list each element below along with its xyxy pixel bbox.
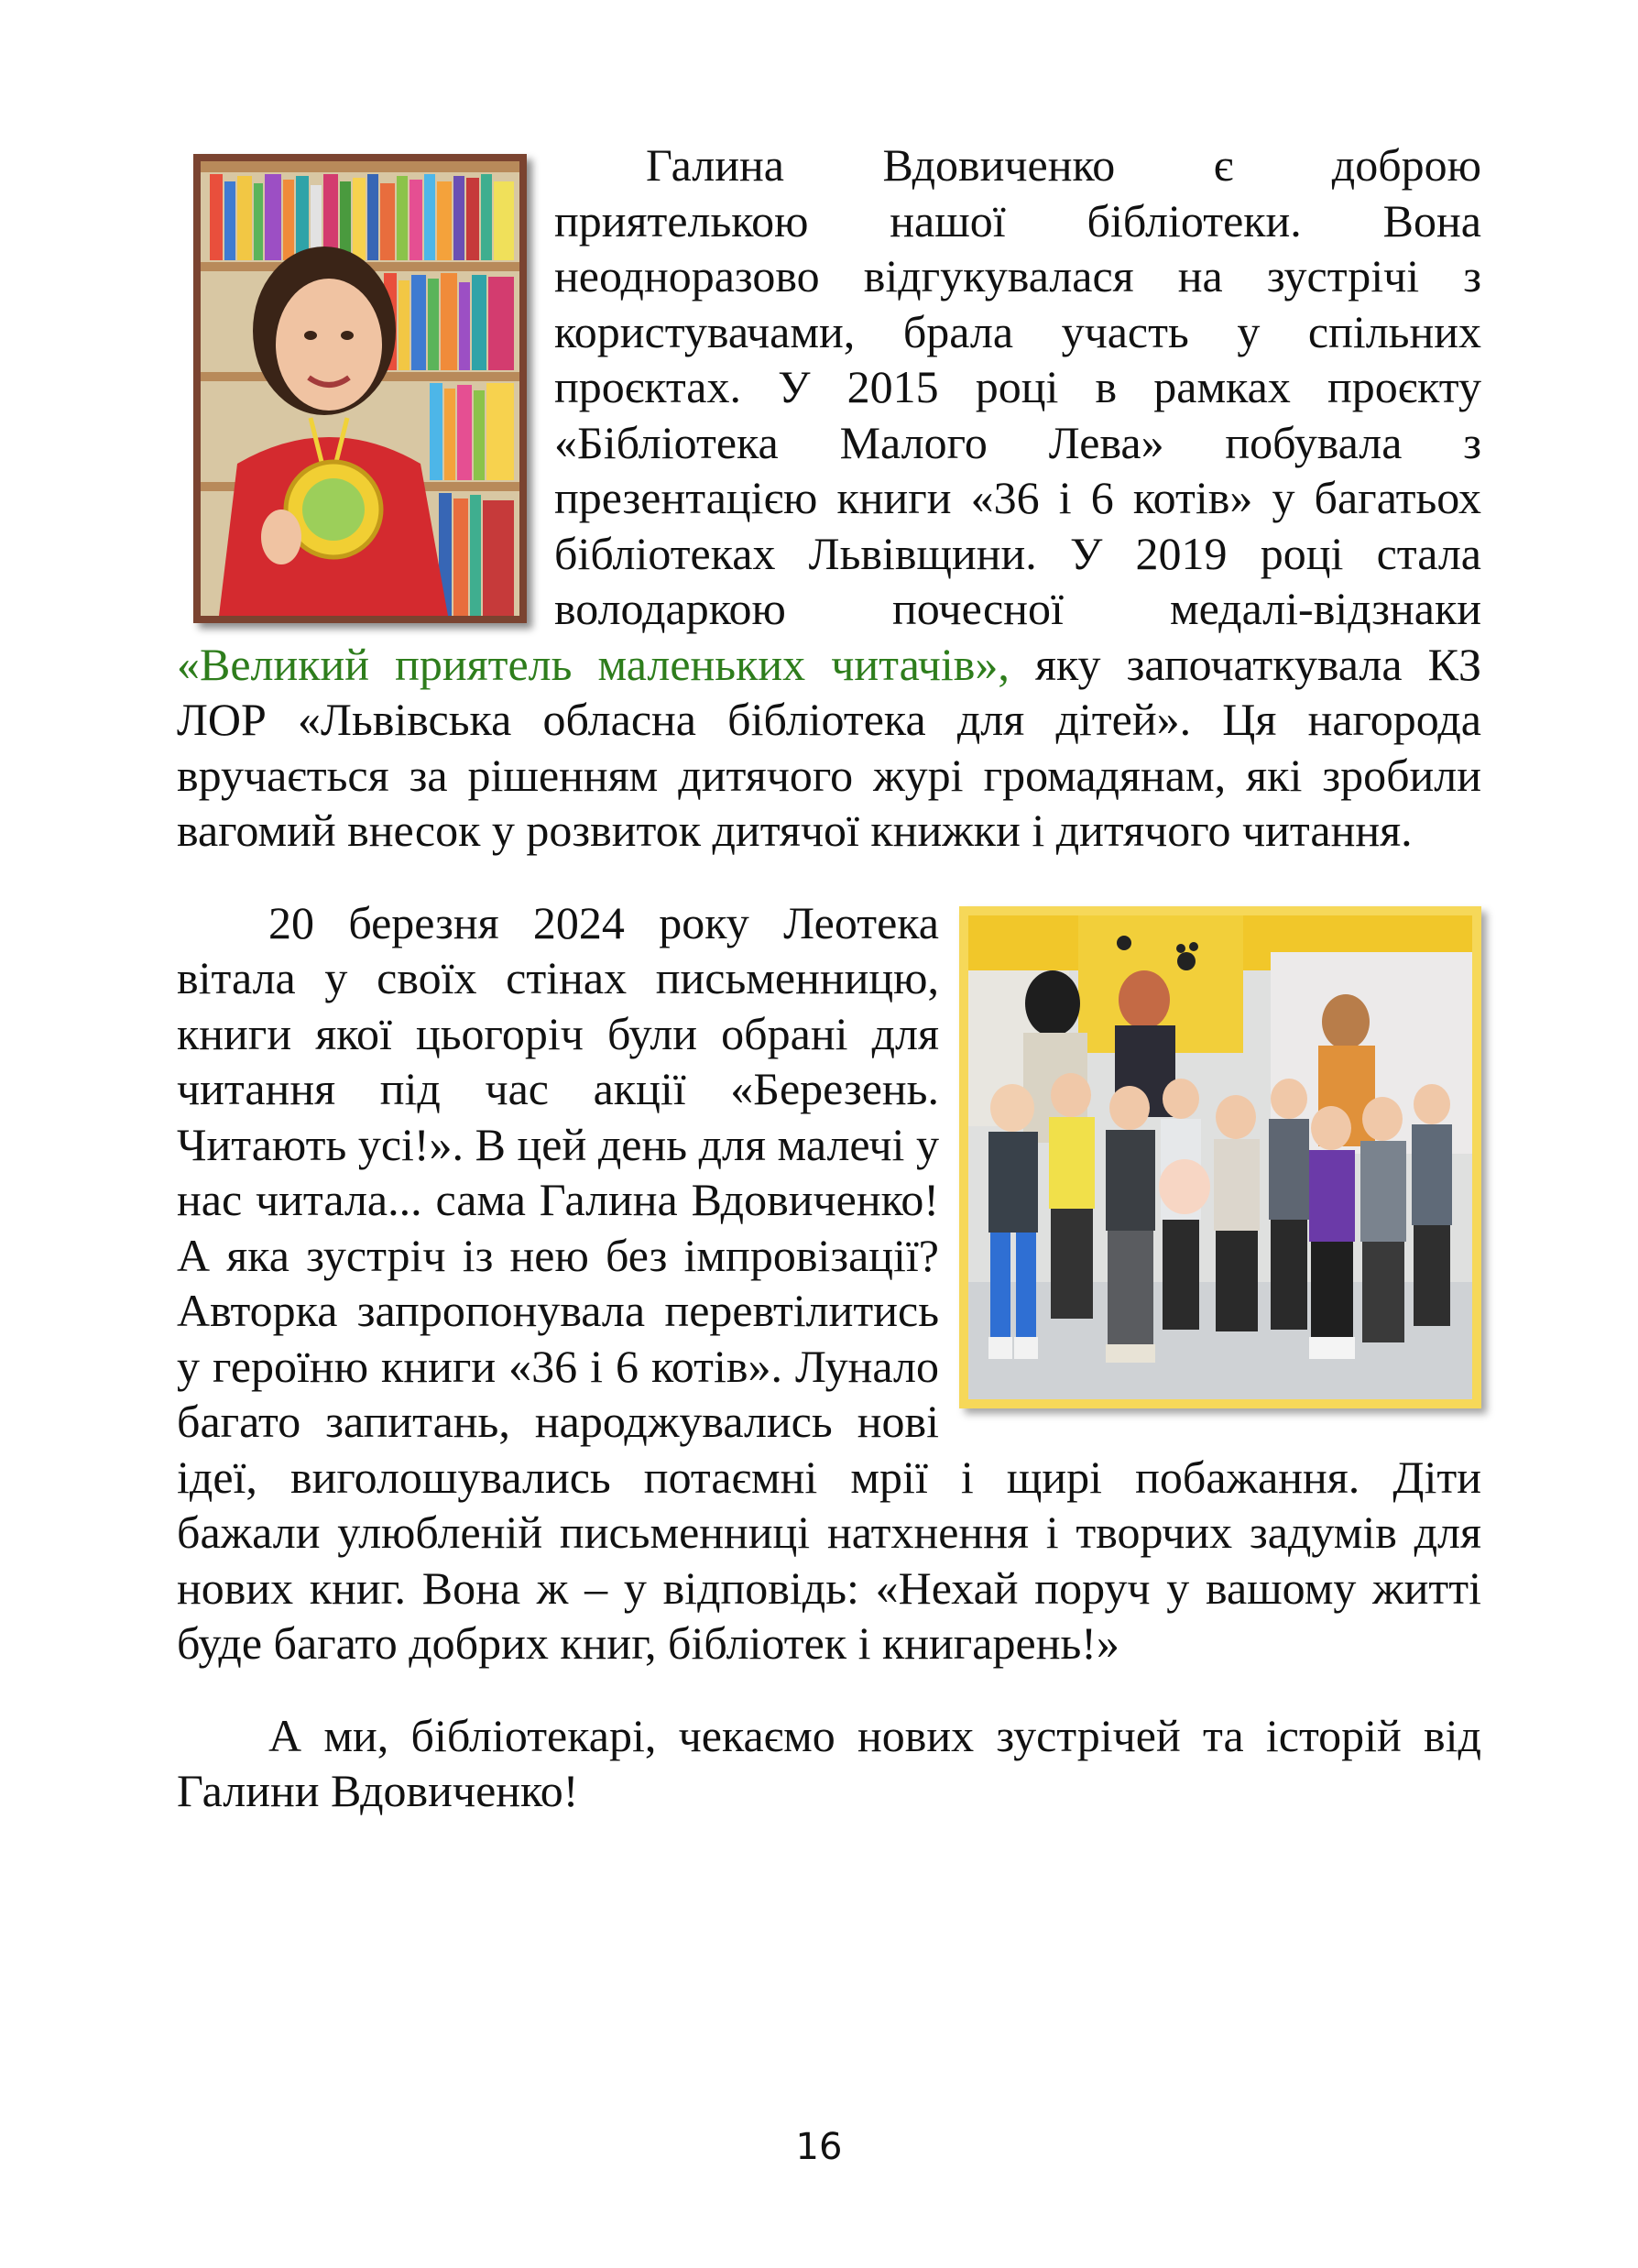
group-photo-children — [959, 906, 1481, 1408]
paragraph-intro: Галина Вдовиченко є доброю приятелькою нашої бібліотеки. Вона неодноразово відгукувалася на зустрічі з користувачами, брала участь у спільних проєктах. У 2015 році в рамках проєкту «Бібліотека Малого Лева» побувала з презентацією книги «36 і 6 котів» у багатьох бібліотеках Львівщини. У 2019 році стала володаркою почесної медалі-відзнаки «Великий приятель маленьких читачів», яку започаткувала КЗ ЛОР «Львівська обласна бібліотека для дітей». Ця нагорода вручається за рішенням дитячого журі громадянам, які зробили вагомий внесок у розвиток дитячої книжки і дитячого читання. — [177, 139, 1481, 856]
author-photo-with-medal — [193, 154, 527, 623]
page-number: 16 — [795, 2126, 843, 2168]
page-body — [177, 137, 1481, 1819]
award-name-highlight: «Великий приятель маленьких читачів», — [177, 638, 1010, 690]
paragraph-closing: А ми, бібліотекарі, чекаємо нових зустрічей та історій від Галини Вдовиченко! — [177, 1709, 1481, 1816]
paragraph-meeting: 20 березня 2024 року Леотека вітала у своїх стінах письменницю, книги якої цьогоріч були обрані для читання під час акції «Березень. Читають усі!». В цей день для малечі у нас читала... сама Галина Вдовиченко! А яка зустріч із нею без імпровізації? Авторка запропонувала перевтілитись у героїню книги «36 і 6 котів». Лунало багато запитань, народжувались нові ідеї, виголошувались потаємні мрії і щирі побажання. Діти бажали улюбленій письменниці натхнення і творчих задумів для нових книг. Вона ж – у відповідь: «Нехай поруч у вашому житті буде багато добрих книг, бібліотек і книгарень!» — [177, 896, 1481, 1669]
